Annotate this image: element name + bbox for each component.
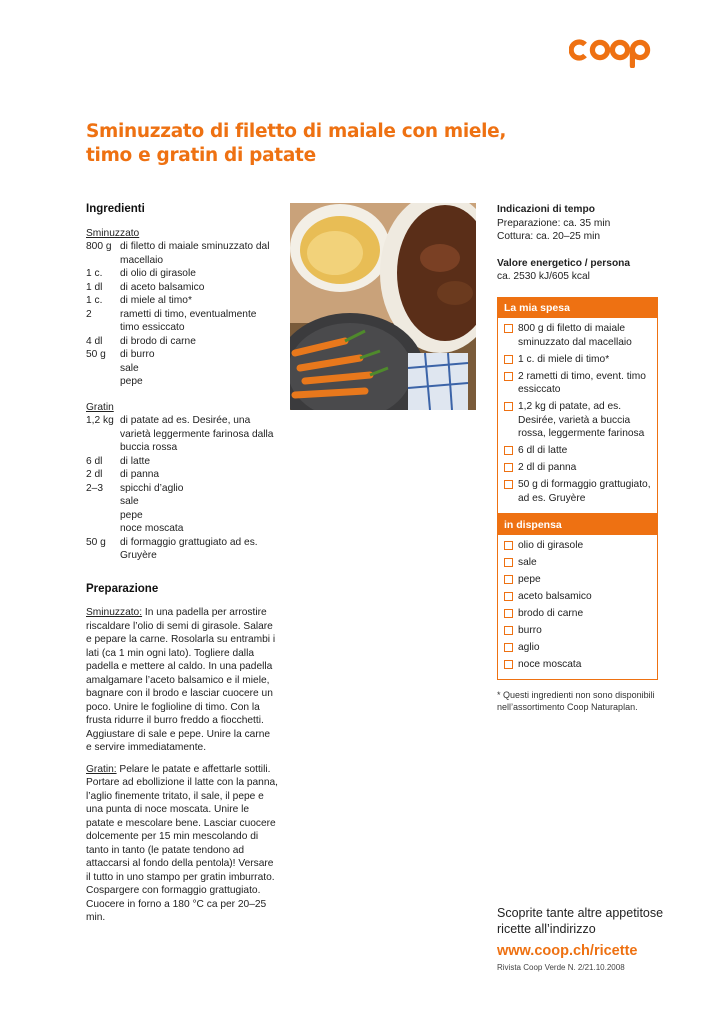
checklist-item bbox=[504, 322, 652, 349]
ingredient-text: rametti di timo, eventualmente timo essiccato bbox=[120, 308, 257, 333]
checkbox-icon[interactable] bbox=[504, 463, 513, 472]
ingredient-quantity: 50 g bbox=[86, 349, 106, 360]
checkbox-icon[interactable] bbox=[504, 402, 513, 411]
checklist-item bbox=[504, 400, 652, 441]
checklist-item bbox=[504, 539, 652, 553]
ingredient-row bbox=[86, 509, 278, 523]
ingredient-quantity: 1 c. bbox=[86, 295, 103, 306]
ingredient-text: sale bbox=[120, 496, 139, 507]
ingredient-row bbox=[86, 348, 278, 362]
ingredient-row bbox=[86, 375, 278, 389]
ingredient-quantity: 2–3 bbox=[86, 482, 103, 494]
ingredient-text: di patate ad es. Desirée, una varietà leggermente farinosa dalla buccia rossa bbox=[120, 415, 274, 453]
recipes-link[interactable]: www.coop.ch/ricette bbox=[497, 943, 638, 959]
dish-photo bbox=[290, 203, 476, 410]
ingredient-text: di filetto di maiale sminuzzato dal macellaio bbox=[120, 241, 270, 266]
checklist-item-label: 6 dl di latte bbox=[518, 445, 568, 456]
ingredient-group-name: Sminuzzato bbox=[86, 227, 140, 239]
checklist-item-label: aglio bbox=[518, 642, 540, 653]
ingredient-quantity bbox=[86, 495, 120, 509]
checkbox-icon[interactable] bbox=[504, 609, 513, 618]
pantry-heading: in dispensa bbox=[498, 515, 657, 535]
ingredient-quantity: 2 bbox=[86, 308, 92, 320]
ingredient-row bbox=[86, 495, 278, 509]
ingredient-text: di miele al timo* bbox=[120, 295, 192, 306]
ingredient-text: pepe bbox=[120, 376, 143, 387]
checklist-item-label: 2 dl di panna bbox=[518, 462, 577, 473]
preparation-heading: Preparazione bbox=[86, 582, 159, 595]
recipe-title: Sminuzzato di filetto di maiale con miele, timo e gratin di patate bbox=[86, 121, 507, 166]
ingredient-row bbox=[86, 414, 278, 455]
checklist-item bbox=[504, 573, 652, 587]
checklist-item bbox=[504, 607, 652, 621]
energy-value: ca. 2530 kJ/605 kcal bbox=[497, 271, 590, 282]
ingredient-quantity: 50 g bbox=[86, 536, 106, 548]
promo-block bbox=[497, 905, 677, 972]
checklist-item bbox=[504, 478, 652, 505]
ingredient-quantity: 1 c. bbox=[86, 268, 103, 279]
checkbox-icon[interactable] bbox=[504, 592, 513, 601]
checklist-item-label: olio di girasole bbox=[518, 540, 584, 551]
ingredient-quantity bbox=[86, 375, 120, 389]
ingredients-heading: Ingredienti bbox=[86, 203, 145, 215]
shopping-list-heading: La mia spesa bbox=[498, 298, 657, 318]
checklist-item-label: pepe bbox=[518, 574, 541, 585]
checkbox-icon[interactable] bbox=[504, 324, 513, 333]
checklist-item-label: burro bbox=[518, 625, 542, 636]
ingredient-text: di brodo di carne bbox=[120, 335, 196, 347]
promo-line-1: Scoprite tante altre appetitose bbox=[497, 906, 664, 920]
ingredient-quantity: 4 dl bbox=[86, 335, 103, 347]
ingredient-text: di olio di girasole bbox=[120, 268, 196, 279]
ingredient-row bbox=[86, 455, 278, 469]
checklist-item-label: brodo di carne bbox=[518, 608, 584, 619]
checkbox-icon[interactable] bbox=[504, 355, 513, 364]
preparation-step-sminuzzato: Sminuzzato: In una padella per arrostire riscaldare l’olio di semi di girasole. Salare e pepare la carne. Rosolarla su entrambi i lati (ca 1 min ogni lato). Togliere dalla padella e mettere al caldo. In una padella amalgamare l’aceto balsamico e il miele, bagnare con il brodo e lasciar cuocere un poco. Unire le foglioline di timo. Con la frusta ridurre il burro freddo a fiocchetti. Aggiustare di sale e pepe. Unire la carne e servire immediatamente. bbox=[86, 607, 276, 753]
ingredient-row bbox=[86, 468, 278, 482]
ingredient-quantity bbox=[86, 522, 120, 536]
ingredients-column bbox=[86, 203, 278, 933]
checkbox-icon[interactable] bbox=[504, 626, 513, 635]
ingredient-text: spicchi d’aglio bbox=[120, 482, 184, 494]
checkbox-icon[interactable] bbox=[504, 660, 513, 669]
checkbox-icon[interactable] bbox=[504, 643, 513, 652]
ingredient-row bbox=[86, 281, 278, 295]
ingredient-quantity: 6 dl bbox=[86, 455, 103, 467]
checklist-item-label: 800 g di filetto di maiale sminuzzato dal macellaio bbox=[518, 323, 632, 348]
checklist-item bbox=[504, 590, 652, 604]
pantry-box bbox=[497, 514, 658, 680]
ingredient-quantity: 1 dl bbox=[86, 281, 103, 293]
checklist-item bbox=[504, 461, 652, 475]
checklist-item bbox=[504, 641, 652, 655]
checkbox-icon[interactable] bbox=[504, 446, 513, 455]
ingredient-text: di formaggio grattugiato ad es. Gruyère bbox=[120, 536, 258, 561]
info-column bbox=[497, 203, 657, 284]
ingredient-quantity: 800 g bbox=[86, 241, 112, 252]
ingredient-quantity: 2 dl bbox=[86, 469, 103, 480]
ingredient-quantity bbox=[86, 509, 120, 523]
prep-time: Preparazione: ca. 35 min bbox=[497, 217, 611, 229]
ingredient-quantity: 1,2 kg bbox=[86, 415, 114, 426]
checkbox-icon[interactable] bbox=[504, 558, 513, 567]
checklist-item-label: 1 c. di miele di timo* bbox=[518, 353, 610, 365]
ingredient-text: di panna bbox=[120, 469, 160, 480]
checklist-item-label: 1,2 kg di patate, ad es. Desirée, varietà a buccia rossa, leggermente farinosa bbox=[518, 401, 645, 439]
ingredient-row bbox=[86, 362, 278, 376]
time-heading: Indicazioni di tempo bbox=[497, 204, 595, 215]
ingredient-text: di latte bbox=[120, 455, 151, 467]
checkbox-icon[interactable] bbox=[504, 575, 513, 584]
ingredient-row bbox=[86, 308, 278, 335]
checklist-item-label: 50 g di formaggio grattugiato, ad es. Gruyère bbox=[518, 479, 651, 504]
checklist-item-label: aceto balsamico bbox=[518, 591, 592, 602]
ingredient-row bbox=[86, 482, 278, 496]
ingredient-text: di aceto balsamico bbox=[120, 281, 205, 293]
ingredient-quantity bbox=[86, 362, 120, 376]
checkbox-icon[interactable] bbox=[504, 480, 513, 489]
ingredient-row bbox=[86, 267, 278, 281]
shopping-list-box bbox=[497, 297, 658, 514]
checkbox-icon[interactable] bbox=[504, 541, 513, 550]
checklist-item bbox=[504, 624, 652, 638]
ingredient-groups bbox=[86, 227, 278, 563]
ingredient-group bbox=[86, 401, 278, 563]
checklist-item-label: sale bbox=[518, 557, 537, 568]
ingredient-row bbox=[86, 335, 278, 349]
checklist-item-label: 2 rametti di timo, event. timo essiccato bbox=[518, 370, 646, 395]
shopping-list bbox=[498, 318, 657, 513]
checklist-item bbox=[504, 444, 652, 458]
ingredient-text: pepe bbox=[120, 509, 143, 521]
checklist-item bbox=[504, 353, 652, 367]
magazine-reference: Rivista Coop Verde N. 2/21.10.2008 bbox=[497, 963, 625, 972]
ingredient-group-name: Gratin bbox=[86, 401, 114, 413]
cook-time: Cottura: ca. 20–25 min bbox=[497, 231, 601, 242]
checklist-item-label: noce moscata bbox=[518, 659, 582, 670]
ingredient-row bbox=[86, 522, 278, 536]
ingredient-text: noce moscata bbox=[120, 523, 184, 534]
pantry-list bbox=[498, 535, 657, 679]
energy-heading: Valore energetico / persona bbox=[497, 257, 631, 269]
checkbox-icon[interactable] bbox=[504, 372, 513, 381]
checklist-item bbox=[504, 370, 652, 397]
preparation-step-gratin: Gratin: Pelare le patate e affettarle sottili. Portare ad ebollizione il latte con la panna, l’aglio finemente tritato, il sale, il pepe e una punta di noce moscata. Unire le patate e mescolare bene. Lasciar cuocere dolcemente per 15 min mescolando di tanto in tanto (le patate tendono ad attaccarsi al fondo della pentola)! Versare il tutto in uno stampo per gratin imburrato. Cospargere con formaggio grattugiato. Cuocere in forno a 180 °C ca per 20–25 min. bbox=[86, 763, 278, 923]
coop-logo bbox=[569, 34, 659, 68]
ingredient-row bbox=[86, 536, 278, 563]
footnote: * Questi ingredienti non sono disponibili nell’assortimento Coop Naturaplan. bbox=[497, 690, 655, 712]
ingredient-group bbox=[86, 227, 278, 389]
preparation-section bbox=[86, 583, 278, 925]
ingredient-text: di burro bbox=[120, 349, 155, 360]
ingredient-row bbox=[86, 294, 278, 308]
checklist-item bbox=[504, 658, 652, 672]
ingredient-row bbox=[86, 240, 278, 267]
checklist-item bbox=[504, 556, 652, 570]
ingredient-text: sale bbox=[120, 362, 139, 374]
promo-line-2: ricette all’indirizzo bbox=[497, 922, 596, 936]
